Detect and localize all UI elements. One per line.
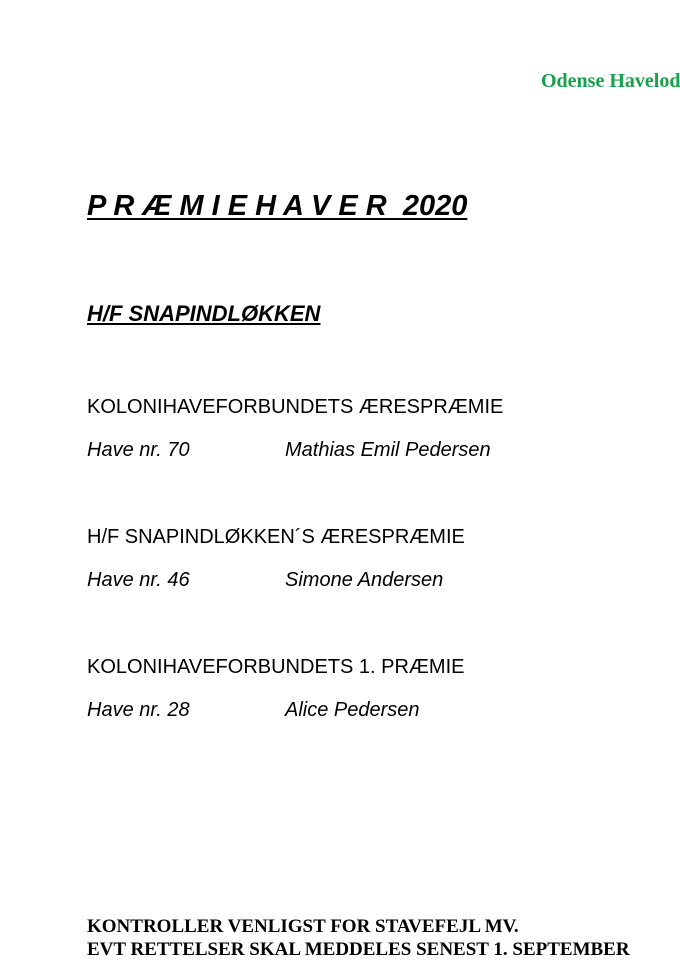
footer-note-spelling: KONTROLLER VENLIGST FOR STAVEFEJL MV. bbox=[87, 916, 519, 937]
garden-number: Have nr. 46 bbox=[87, 569, 190, 591]
association-name: H/F SNAPINDLØKKEN bbox=[87, 301, 321, 326]
garden-number: Have nr. 70 bbox=[87, 439, 190, 461]
garden-number: Have nr. 28 bbox=[87, 699, 190, 721]
footer-note-deadline: EVT RETTELSER SKAL MEDDELES SENEST 1. SEPTEMBER bbox=[87, 939, 630, 960]
award-title-3: KOLONIHAVEFORBUNDETS 1. PRÆMIE bbox=[87, 656, 465, 678]
winner-name: Alice Pedersen bbox=[285, 699, 420, 721]
award-title-1: KOLONIHAVEFORBUNDETS ÆRESPRÆMIE bbox=[87, 396, 504, 418]
document-title: P R Æ M I E H A V E R 2020 bbox=[87, 190, 468, 222]
winner-name: Mathias Emil Pedersen bbox=[285, 439, 491, 461]
winner-name: Simone Andersen bbox=[285, 569, 444, 591]
winner-row-1 bbox=[87, 439, 491, 462]
winner-row-3 bbox=[87, 699, 420, 722]
award-title-2: H/F SNAPINDLØKKEN´S ÆRESPRÆMIE bbox=[87, 526, 465, 548]
winner-row-2 bbox=[87, 569, 444, 592]
organization-name: Odense Havelod bbox=[541, 70, 680, 92]
